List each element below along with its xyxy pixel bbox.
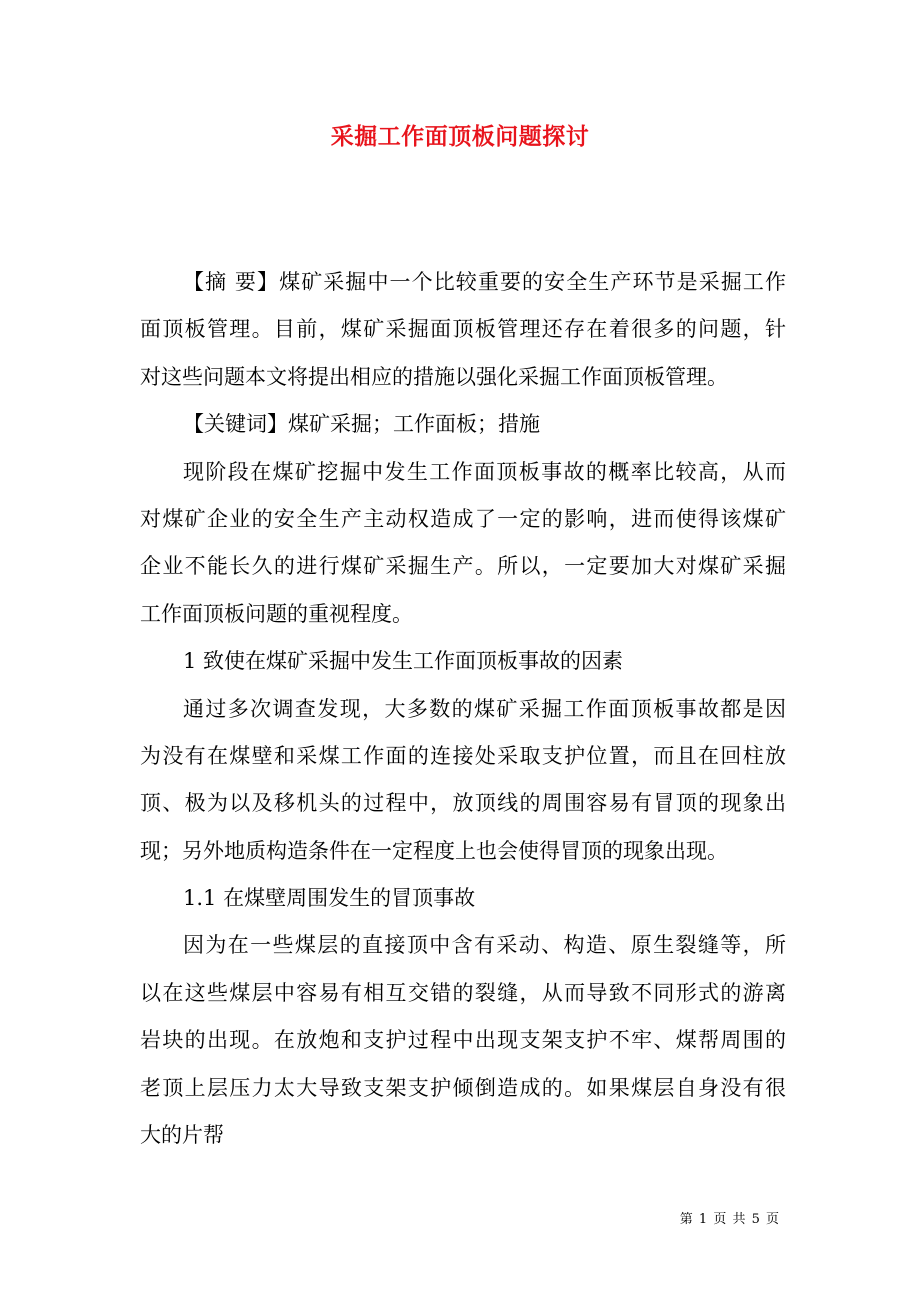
paragraph bbox=[140, 925, 786, 1162]
text-line: 1.1 在煤壁周围发生的冒顶事故 bbox=[183, 886, 476, 911]
text-line: 通过多次调查发现，大多数的煤矿采掘工作面顶板事故都是因 bbox=[183, 696, 786, 721]
text-line: 为没有在煤壁和采煤工作面的连接处采取支护位置，而且在回柱放 bbox=[140, 743, 786, 768]
paragraph bbox=[140, 452, 786, 642]
text-line: 现；另外地质构造条件在一定程度上也会使得冒顶的现象出现。 bbox=[140, 838, 728, 863]
text-line: 【关键词】煤矿采掘；工作面板；措施 bbox=[183, 412, 540, 437]
text-line: 大的片帮 bbox=[140, 1123, 224, 1148]
paragraph bbox=[140, 641, 786, 688]
text-line: 1 致使在煤矿采掘中发生工作面顶板事故的因素 bbox=[183, 649, 624, 674]
text-line: 企业不能长久的进行煤矿采掘生产。所以，一定要加大对煤矿采掘 bbox=[140, 554, 786, 579]
paragraph bbox=[140, 262, 786, 404]
text-line: 老顶上层压力太大导致支架支护倾倒造成的。如果煤层自身没有很 bbox=[140, 1075, 786, 1100]
text-line: 面顶板管理。目前，煤矿采掘面顶板管理还存在着很多的问题，针 bbox=[140, 317, 786, 342]
text-line: 岩块的出现。在放炮和支护过程中出现支架支护不牢、煤帮周围的 bbox=[140, 1028, 786, 1053]
text-line: 对这些问题本文将提出相应的措施以强化采掘工作面顶板管理。 bbox=[140, 364, 728, 389]
page-number: 第 1 页 共 5 页 bbox=[679, 1212, 780, 1227]
text-line: 顶、极为以及移机头的过程中，放顶线的周围容易有冒顶的现象出 bbox=[140, 791, 786, 816]
paragraph bbox=[140, 404, 786, 451]
text-line: 【摘 要】煤矿采掘中一个比较重要的安全生产环节是采掘工作 bbox=[183, 270, 786, 294]
text-line: 现阶段在煤矿挖掘中发生工作面顶板事故的概率比较高，从而 bbox=[183, 459, 786, 484]
document-title: 采掘工作面顶板问题探讨 bbox=[330, 123, 590, 150]
paragraph bbox=[140, 689, 786, 879]
document-body bbox=[140, 262, 786, 1162]
paragraph bbox=[140, 878, 786, 925]
text-line: 对煤矿企业的安全生产主动权造成了一定的影响，进而使得该煤矿 bbox=[140, 506, 786, 531]
text-line: 以在这些煤层中容易有相互交错的裂缝，从而导致不同形式的游离 bbox=[140, 980, 786, 1005]
text-line: 工作面顶板问题的重视程度。 bbox=[140, 601, 413, 626]
text-line: 因为在一些煤层的直接顶中含有采动、构造、原生裂缝等，所 bbox=[183, 933, 786, 958]
